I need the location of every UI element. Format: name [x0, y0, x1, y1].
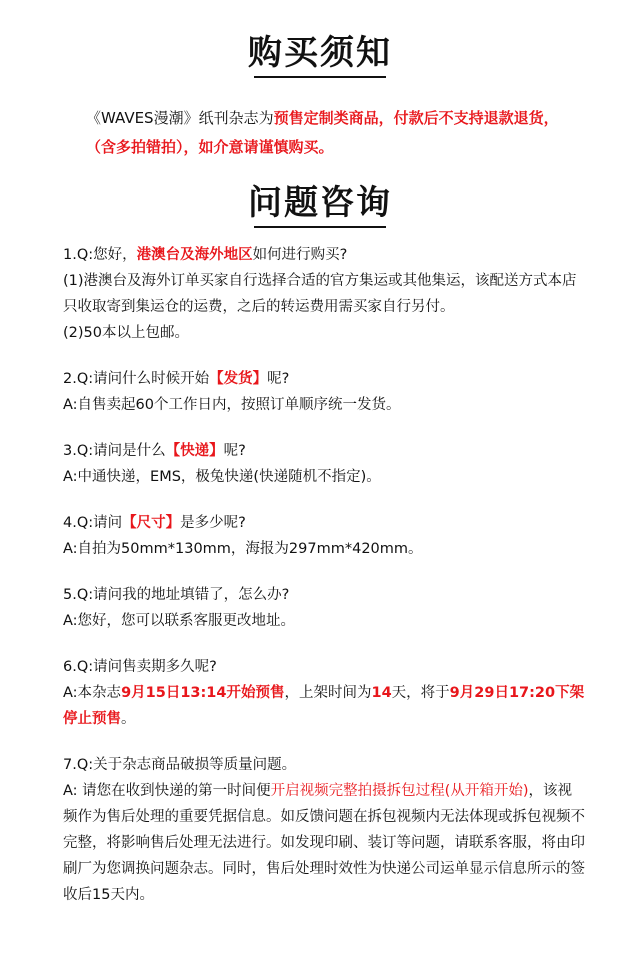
- answer-highlight: 开启视频完整拍摄拆包过程(从开箱开始): [270, 783, 529, 799]
- listing-days: 14: [371, 685, 392, 701]
- question-highlight: 【发货】: [209, 371, 268, 387]
- notice-prefix: 《WAVES漫潮》纸刊杂志为: [86, 109, 274, 127]
- faq-item-5: [63, 582, 585, 634]
- answer-mid-2: 天，将于: [391, 685, 450, 701]
- answer-prefix: A:本杂志: [63, 685, 122, 701]
- faq-title: 问题咨询: [248, 183, 392, 223]
- question: [63, 510, 585, 536]
- answer: [63, 680, 585, 732]
- answer-mid-1: ，上架时间为: [284, 685, 372, 701]
- faq-list: [63, 242, 585, 908]
- faq-title-underline: [254, 226, 386, 228]
- question-highlight: 【尺寸】: [122, 515, 181, 531]
- question-suffix: 呢?: [267, 371, 290, 387]
- question: [63, 438, 585, 464]
- question-suffix: 是多少呢?: [180, 515, 246, 531]
- faq-item-7: [63, 752, 585, 908]
- question: 6.Q:请问售卖期多久呢?: [63, 659, 217, 675]
- answer-part-2: (2)50本以上包邮。: [63, 325, 189, 341]
- answer: A:中通快递，EMS，极兔快递(快递随机不指定)。: [63, 469, 381, 485]
- faq-item-4: [63, 510, 585, 562]
- question-highlight: 港澳台及海外地区: [136, 247, 253, 263]
- answer: [63, 778, 585, 908]
- answer-part-1: (1)港澳台及海外订单买家自行选择合适的官方集运或其他集运，该配送方式本店只收取寄到集运仓的运费，之后的转运费用需买家自行另付。: [63, 273, 577, 315]
- question-prefix: 3.Q:请问是什么: [63, 443, 166, 459]
- faq-item-1: [63, 242, 585, 346]
- question-highlight: 【快递】: [165, 443, 224, 459]
- answer-suffix: ，该视频作为售后处理的重要凭据信息。如反馈问题在拆包视频内无法体现或拆包视频不完整，将影响售后处理无法进行。如发现印刷、装订等问题，请联系客服，将由印刷厂为您调换问题杂志。同时，售后处理时效性为快递公司运单显示信息所示的签收后15天内。: [63, 783, 585, 903]
- notice-highlight: 预售定制类商品，付款后不支持退款退货，（含多拍错拍），如介意请谨慎购买。: [86, 109, 559, 156]
- answer: A:自拍为50mm*130mm，海报为297mm*420mm。: [63, 541, 423, 557]
- question: 5.Q:请问我的地址填错了，怎么办?: [63, 587, 290, 603]
- faq-item-3: [63, 438, 585, 490]
- presale-end: 9月29日17:20下架停止预售: [63, 685, 585, 727]
- question-prefix: 4.Q:请问: [63, 515, 123, 531]
- question: [63, 366, 585, 392]
- notice-title-underline: [254, 76, 386, 78]
- faq-item-2: [63, 366, 585, 418]
- answer: A:自售卖起60个工作日内，按照订单顺序统一发货。: [63, 397, 401, 413]
- presale-start: 9月15日13:14开始预售: [121, 685, 285, 701]
- answer-prefix: A: 请您在收到快递的第一时间便: [63, 783, 271, 799]
- answer-suffix: 。: [121, 711, 136, 727]
- question-suffix: 呢?: [223, 443, 246, 459]
- question-prefix: 2.Q:请问什么时候开始: [63, 371, 210, 387]
- question-suffix: 如何进行购买?: [252, 247, 348, 263]
- answer: A:您好，您可以联系客服更改地址。: [63, 613, 296, 629]
- faq-item-6: [63, 654, 585, 732]
- question: 7.Q:关于杂志商品破损等质量问题。: [63, 757, 297, 773]
- question-prefix: 1.Q:您好，: [63, 247, 137, 263]
- question: [63, 242, 585, 268]
- purchase-notice: [86, 104, 566, 162]
- notice-title: 购买须知: [248, 33, 392, 73]
